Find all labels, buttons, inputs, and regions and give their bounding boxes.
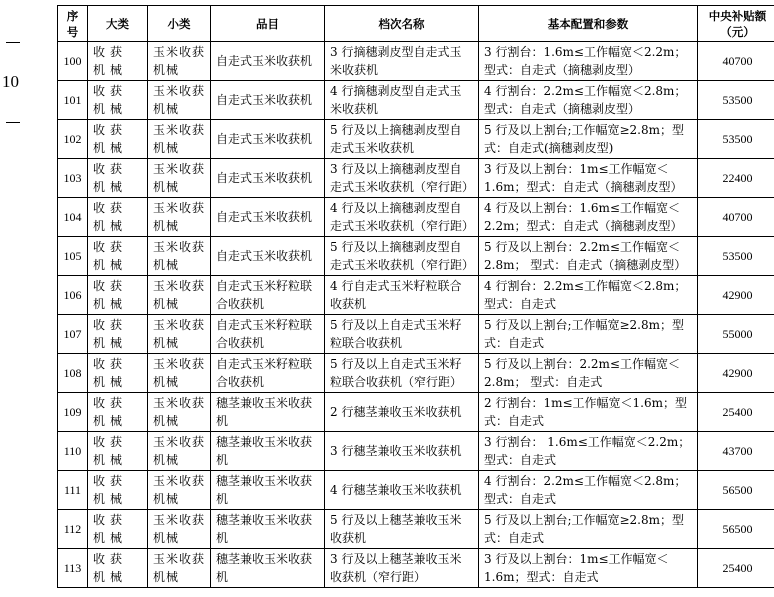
row-subsidy: 53500 (698, 120, 774, 159)
row-subcategory: 玉米收获机械 (148, 354, 211, 393)
row-config: 3 行割台：1.6m≤工作幅宽＜2.2m；型式：自走式（摘穗剥皮型） (479, 42, 698, 81)
row-config: 5 行及以上割台：2.2m≤工作幅宽＜2.8m； 型式：自走式（摘穗剥皮型） (479, 237, 698, 276)
row-category: 收获机械 (88, 471, 148, 510)
row-item: 自走式玉米收获机 (211, 237, 325, 276)
header-subsidy: 中央补贴额（元） (698, 6, 774, 42)
header-item: 品目 (211, 6, 325, 42)
header-config: 基本配置和参数 (479, 6, 698, 42)
table-row (58, 315, 774, 354)
row-category: 收获机械 (88, 354, 148, 393)
table-row (58, 237, 774, 276)
row-subsidy: 43700 (698, 432, 774, 471)
row-category: 收获机械 (88, 198, 148, 237)
row-subcategory: 玉米收获机械 (148, 42, 211, 81)
row-grade: 3 行及以上摘穗剥皮型自走式玉米收获机（窄行距） (325, 159, 479, 198)
row-category: 收获机械 (88, 120, 148, 159)
row-subsidy: 25400 (698, 549, 774, 588)
row-category: 收获机械 (88, 432, 148, 471)
row-category: 收获机械 (88, 276, 148, 315)
row-item: 穗茎兼收玉米收获机 (211, 471, 325, 510)
table-row (58, 354, 774, 393)
row-config: 5 行及以上割台;工作幅宽≥2.8m；型式：自走式 (479, 510, 698, 549)
row-config: 5 行及以上割台;工作幅宽≥2.8m；型式：自走式(摘穗剥皮型) (479, 120, 698, 159)
row-category: 收获机械 (88, 42, 148, 81)
row-subcategory: 玉米收获机械 (148, 159, 211, 198)
row-item: 自走式玉米收获机 (211, 42, 325, 81)
row-subcategory: 玉米收获机械 (148, 510, 211, 549)
row-config: 5 行及以上割台;工作幅宽≥2.8m；型式：自走式 (479, 315, 698, 354)
row-config: 3 行割台： 1.6m≤工作幅宽＜2.2m；型式：自走式 (479, 432, 698, 471)
row-item: 自走式玉米收获机 (211, 198, 325, 237)
row-subcategory: 玉米收获机械 (148, 198, 211, 237)
row-category: 收获机械 (88, 237, 148, 276)
row-item: 穗茎兼收玉米收获机 (211, 549, 325, 588)
row-number: 113 (58, 549, 88, 588)
row-grade: 2 行穗茎兼收玉米收获机 (325, 393, 479, 432)
row-grade: 3 行摘穗剥皮型自走式玉米收获机 (325, 42, 479, 81)
table-header-row (58, 6, 774, 42)
table-row (58, 276, 774, 315)
row-grade: 4 行摘穗剥皮型自走式玉米收获机 (325, 81, 479, 120)
row-grade: 4 行自走式玉米籽粒联合收获机 (325, 276, 479, 315)
subsidy-table (57, 5, 774, 588)
table-row (58, 42, 774, 81)
row-grade: 4 行及以上摘穗剥皮型自走式玉米收获机（窄行距） (325, 198, 479, 237)
row-subsidy: 42900 (698, 354, 774, 393)
table-body (58, 42, 774, 588)
row-config: 3 行及以上割台：1m≤工作幅宽＜1.6m；型式：自走式 (479, 549, 698, 588)
row-category: 收获机械 (88, 315, 148, 354)
table-row (58, 393, 774, 432)
row-config: 4 行割台：2.2m≤工作幅宽＜2.8m；型式：自走式 (479, 276, 698, 315)
table-row (58, 510, 774, 549)
row-item: 自走式玉米籽粒联合收获机 (211, 315, 325, 354)
row-subcategory: 玉米收获机械 (148, 549, 211, 588)
row-subsidy: 53500 (698, 81, 774, 120)
row-subsidy: 56500 (698, 471, 774, 510)
row-item: 穗茎兼收玉米收获机 (211, 510, 325, 549)
table-row (58, 159, 774, 198)
header-no: 序号 (58, 6, 88, 42)
row-subsidy: 53500 (698, 237, 774, 276)
row-grade: 3 行及以上穗茎兼收玉米收获机（窄行距） (325, 549, 479, 588)
row-number: 103 (58, 159, 88, 198)
row-number: 112 (58, 510, 88, 549)
header-grade: 档次名称 (325, 6, 479, 42)
header-subcategory: 小类 (148, 6, 211, 42)
table-row (58, 81, 774, 120)
header-category: 大类 (88, 6, 148, 42)
row-config: 4 行割台：2.2m≤工作幅宽＜2.8m；型式：自走式（摘穗剥皮型） (479, 81, 698, 120)
page-dash-top (6, 42, 20, 43)
row-item: 自走式玉米收获机 (211, 120, 325, 159)
row-grade: 4 行穗茎兼收玉米收获机 (325, 471, 479, 510)
row-subcategory: 玉米收获机械 (148, 432, 211, 471)
row-subsidy: 42900 (698, 276, 774, 315)
row-subcategory: 玉米收获机械 (148, 120, 211, 159)
row-subcategory: 玉米收获机械 (148, 276, 211, 315)
row-category: 收获机械 (88, 510, 148, 549)
row-subcategory: 玉米收获机械 (148, 393, 211, 432)
row-subcategory: 玉米收获机械 (148, 471, 211, 510)
row-grade: 3 行穗茎兼收玉米收获机 (325, 432, 479, 471)
row-grade: 5 行及以上摘穗剥皮型自走式玉米收获机（窄行距） (325, 237, 479, 276)
row-config: 5 行及以上割台：2.2m≤工作幅宽＜2.8m； 型式：自走式 (479, 354, 698, 393)
table-row (58, 549, 774, 588)
row-config: 2 行割台：1m≤工作幅宽＜1.6m；型式：自走式 (479, 393, 698, 432)
row-number: 102 (58, 120, 88, 159)
row-category: 收获机械 (88, 393, 148, 432)
row-item: 自走式玉米收获机 (211, 159, 325, 198)
row-number: 105 (58, 237, 88, 276)
row-category: 收获机械 (88, 81, 148, 120)
row-subsidy: 25400 (698, 393, 774, 432)
row-category: 收获机械 (88, 549, 148, 588)
row-number: 101 (58, 81, 88, 120)
row-subcategory: 玉米收获机械 (148, 315, 211, 354)
row-config: 4 行及以上割台：1.6m≤工作幅宽＜2.2m；型式：自走式（摘穗剥皮型） (479, 198, 698, 237)
row-subsidy: 40700 (698, 42, 774, 81)
row-item: 自走式玉米籽粒联合收获机 (211, 354, 325, 393)
table-row (58, 471, 774, 510)
row-number: 111 (58, 471, 88, 510)
page-dash-bottom (6, 122, 20, 123)
row-subsidy: 22400 (698, 159, 774, 198)
table-row (58, 432, 774, 471)
page-number-marker (0, 0, 28, 597)
row-subsidy: 55000 (698, 315, 774, 354)
row-item: 穗茎兼收玉米收获机 (211, 432, 325, 471)
row-number: 108 (58, 354, 88, 393)
page-number: 10 (2, 72, 19, 91)
row-number: 104 (58, 198, 88, 237)
row-config: 3 行及以上割台：1m≤工作幅宽＜1.6m；型式：自走式（摘穗剥皮型） (479, 159, 698, 198)
row-grade: 5 行及以上穗茎兼收玉米收获机 (325, 510, 479, 549)
row-subcategory: 玉米收获机械 (148, 81, 211, 120)
table-row (58, 198, 774, 237)
row-number: 110 (58, 432, 88, 471)
row-grade: 5 行及以上摘穗剥皮型自走式玉米收获机 (325, 120, 479, 159)
row-item: 自走式玉米籽粒联合收获机 (211, 276, 325, 315)
table-row (58, 120, 774, 159)
row-number: 107 (58, 315, 88, 354)
row-item: 穗茎兼收玉米收获机 (211, 393, 325, 432)
row-config: 4 行割台：2.2m≤工作幅宽＜2.8m；型式：自走式 (479, 471, 698, 510)
row-grade: 5 行及以上自走式玉米籽粒联合收获机 (325, 315, 479, 354)
row-category: 收获机械 (88, 159, 148, 198)
row-subcategory: 玉米收获机械 (148, 237, 211, 276)
row-item: 自走式玉米收获机 (211, 81, 325, 120)
row-subsidy: 56500 (698, 510, 774, 549)
row-subsidy: 40700 (698, 198, 774, 237)
row-number: 109 (58, 393, 88, 432)
row-number: 106 (58, 276, 88, 315)
row-grade: 5 行及以上自走式玉米籽粒联合收获机（窄行距） (325, 354, 479, 393)
row-number: 100 (58, 42, 88, 81)
